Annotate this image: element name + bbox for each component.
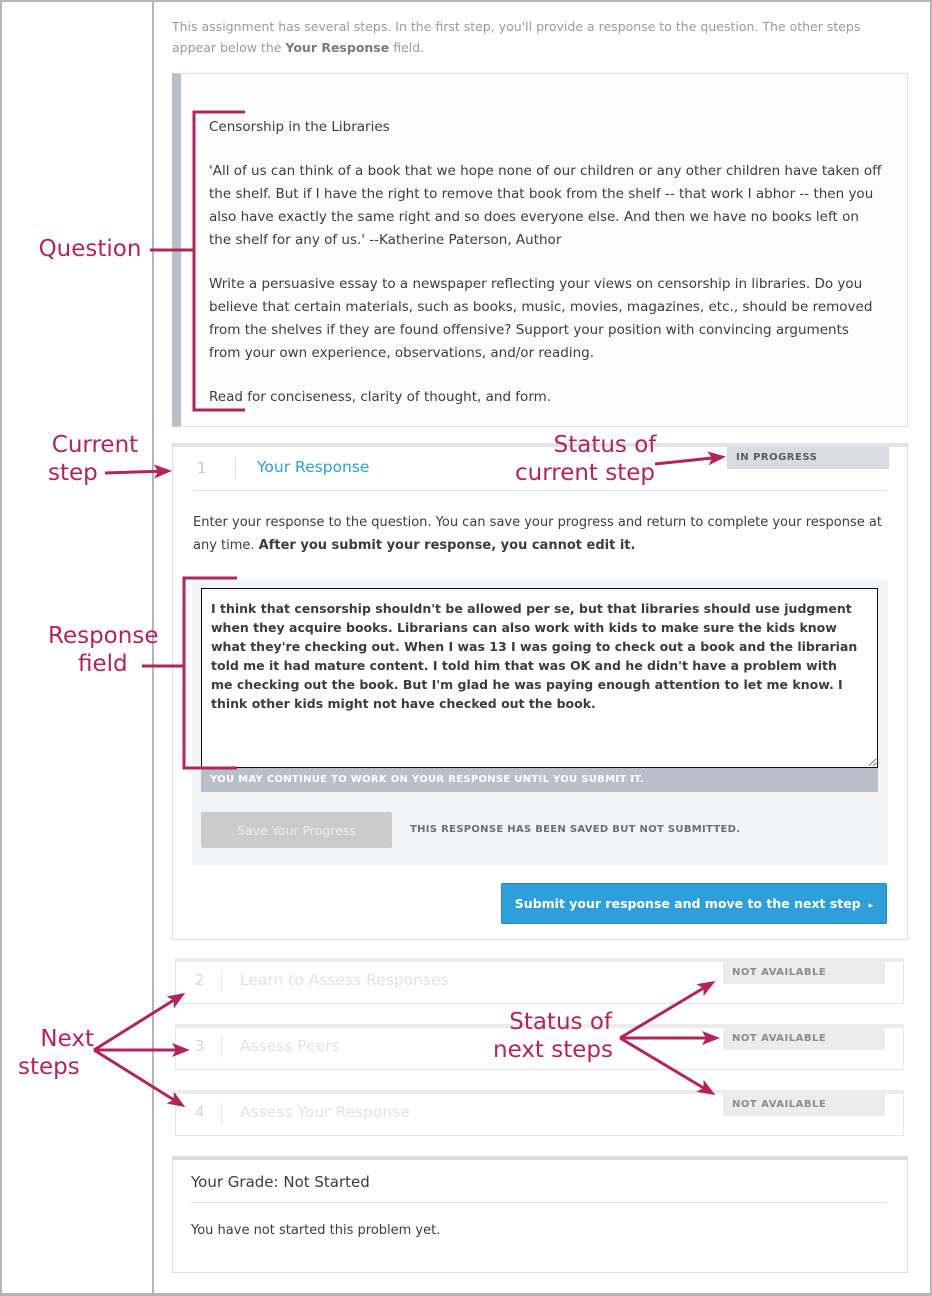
question-title: Censorship in the Libraries: [209, 119, 390, 135]
save-progress-button[interactable]: Save Your Progress: [201, 812, 392, 848]
step-instructions: [193, 511, 887, 557]
intro-text: [172, 16, 908, 58]
submit-label: Submit your response and move to the next step: [514, 896, 861, 911]
submit-response-button[interactable]: [501, 883, 887, 924]
status-badge: NOT AVAILABLE: [723, 1094, 885, 1116]
instructions-text: Enter your response to the question. You can save your progress and return to complete your response at any time.: [193, 515, 882, 553]
annotation-response-field: [40, 622, 170, 678]
step-separator: [221, 1102, 222, 1124]
step-separator: [221, 970, 222, 992]
annotation-current-step: [40, 431, 150, 487]
annotation-line: step: [48, 460, 98, 486]
step-title[interactable]: Your Response: [257, 458, 370, 476]
step-assess-your-response: [175, 1090, 904, 1136]
caret-right-icon: ▸: [868, 901, 874, 911]
step-your-response: [172, 443, 908, 940]
grade-card: [172, 1156, 908, 1273]
annotation-line: field: [78, 651, 128, 677]
intro-text-end: field.: [389, 40, 425, 55]
question-prompt: Write a persuasive essay to a newspaper reflecting your views on censorship in libraries. Do you believe that certain materials, such as books, music, movies, magazines, etc., should be removed from the shelves if they are found offensive? Support your position with convincing arguments from your own experience, observations, and/or reading.: [209, 276, 873, 361]
annotation-line: next steps: [493, 1037, 613, 1063]
intro-text-start: This assignment has several steps. In the first step, you'll provide a response to the question. The other steps appear below the: [172, 19, 861, 55]
save-status-text: THIS RESPONSE HAS BEEN SAVED BUT NOT SUBMITTED.: [410, 824, 741, 835]
response-notice: YOU MAY CONTINUE TO WORK ON YOUR RESPONSE UNTIL YOU SUBMIT IT.: [201, 768, 878, 792]
intro-text-bold: Your Response: [285, 40, 390, 55]
annotation-line: Response: [48, 623, 159, 649]
annotation-line: Status of: [509, 1009, 612, 1035]
step-title: Assess Your Response: [240, 1103, 410, 1121]
step-number: 4: [195, 1103, 205, 1121]
annotation-status-current: [505, 431, 665, 487]
response-area: [192, 579, 888, 865]
annotation-status-next: [488, 1008, 618, 1064]
question-note: Read for conciseness, clarity of thought, and form.: [209, 389, 552, 405]
annotation-line: steps: [18, 1054, 80, 1080]
instructions-warning: After you submit your response, you cannot edit it.: [258, 538, 636, 553]
annotation-line: current step: [514, 460, 656, 486]
annotation-line: Current: [51, 432, 139, 458]
response-textarea[interactable]: [201, 588, 878, 768]
question-box: [172, 73, 908, 427]
annotation-line: Next: [40, 1026, 94, 1052]
step-title: Assess Peers: [240, 1037, 340, 1055]
step-learn-to-assess: [175, 958, 904, 1004]
step-number: 3: [195, 1037, 205, 1055]
step-title: Learn to Assess Responses: [240, 971, 449, 989]
grade-text: You have not started this problem yet.: [191, 1223, 441, 1238]
annotation-line: Status of: [553, 432, 657, 458]
annotation-question: Question: [38, 236, 142, 262]
status-badge: NOT AVAILABLE: [723, 962, 885, 984]
step-separator: [221, 1036, 222, 1058]
step-separator: [235, 457, 236, 479]
step-number: 2: [195, 971, 205, 989]
grade-title: Your Grade: Not Started: [191, 1173, 887, 1203]
step-number: 1: [197, 459, 207, 477]
status-badge: NOT AVAILABLE: [723, 1028, 885, 1050]
question-quote: 'All of us can think of a book that we hope none of our children or any other children have taken off the shelf. But if I have the right to remove that book from the shelf -- that work I abhor -- then you also have exactly the same right and so does everyone else. And then we have no books left on the shelf for any of us.' --Katherine Paterson, Author: [209, 163, 882, 248]
annotation-next-steps: [18, 1025, 98, 1081]
status-badge: IN PROGRESS: [727, 447, 889, 469]
